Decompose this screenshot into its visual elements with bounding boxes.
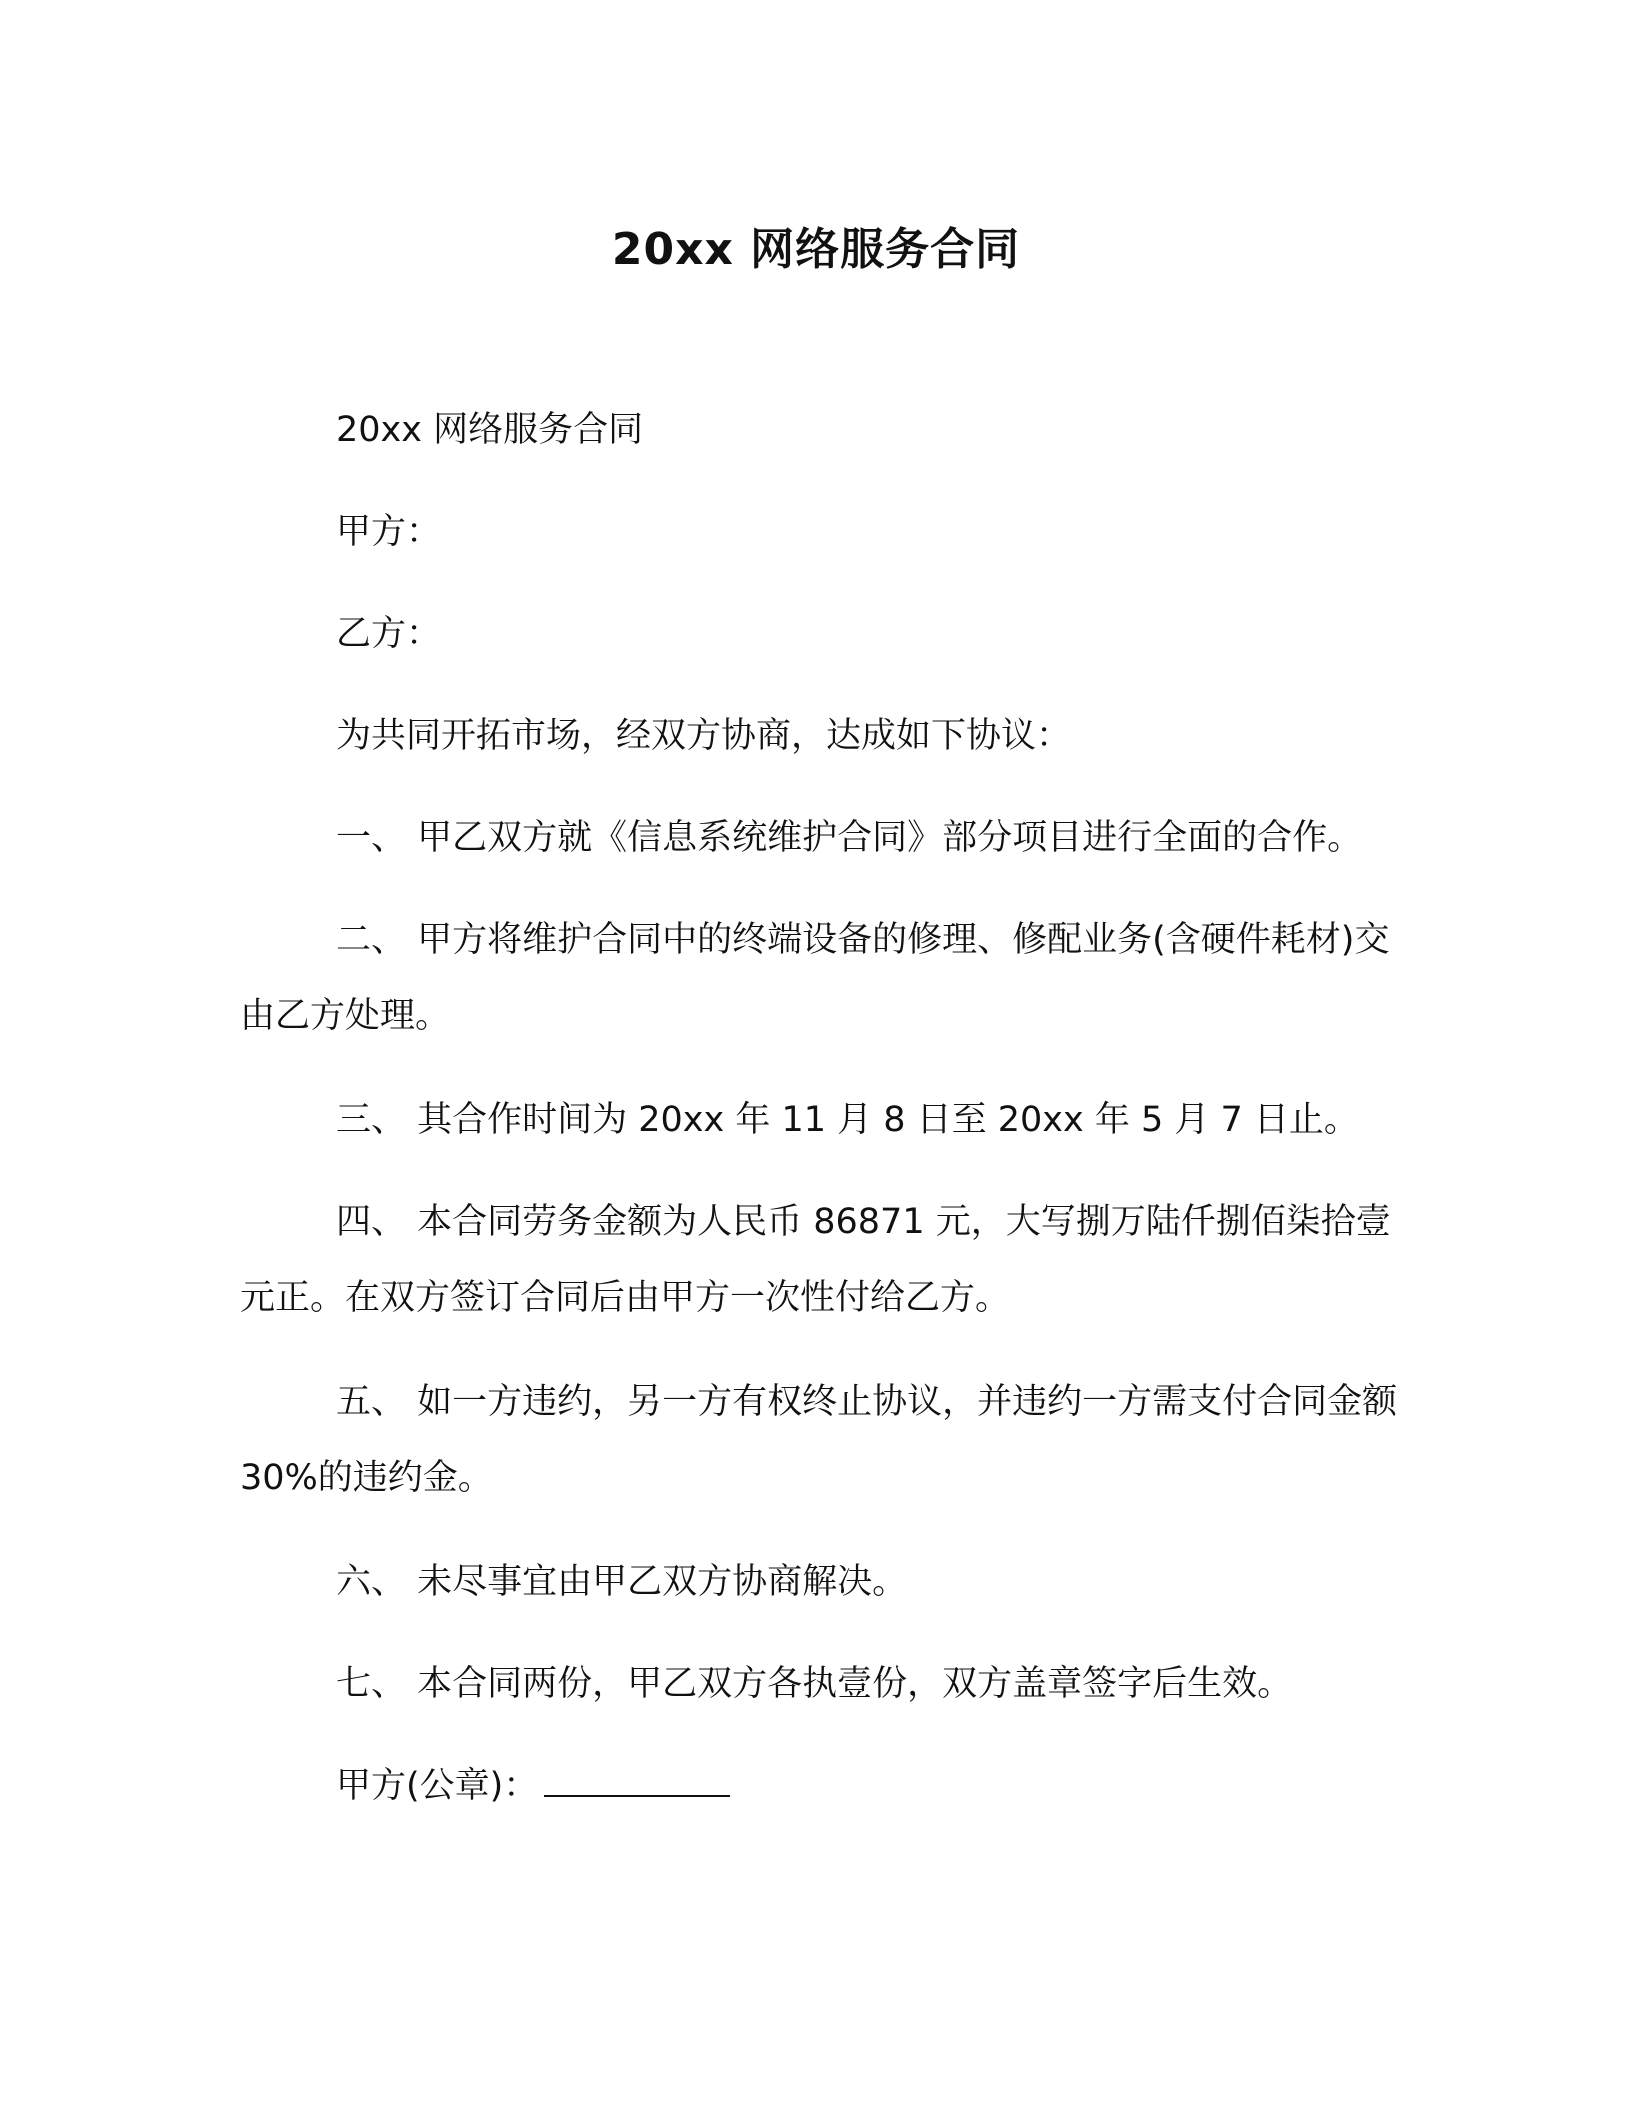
paragraph-heading: 20xx 网络服务合同 (336, 410, 644, 450)
paragraph-clause-3: 三、 其合作时间为 20xx 年 11 月 8 日至 20xx 年 5 月 7 日止。 (336, 1100, 1359, 1140)
paragraph-party-b: 乙方： (336, 614, 442, 654)
paragraph-party-a: 甲方： (336, 512, 442, 552)
signature-blank (544, 1765, 730, 1797)
signature-line-party-a (240, 1748, 1410, 1824)
paragraph-clause-1: 一、 甲乙双方就《信息系统维护合同》部分项目进行全面的合作。 (336, 818, 1363, 858)
paragraph-clause-2: 二、 甲方将维护合同中的终端设备的修理、修配业务(含硬件耗材)交由乙方处理。 (240, 920, 1390, 1036)
signature-label: 甲方(公章)： (336, 1766, 539, 1806)
document-title: 20xx 网络服务合同 (611, 224, 1021, 275)
paragraph-clause-5: 五、 如一方违约，另一方有权终止协议，并违约一方需支付合同金额 30%的违约金。 (240, 1382, 1398, 1498)
paragraph-clause-6: 六、 未尽事宜由甲乙双方协商解决。 (336, 1562, 908, 1602)
paragraph-clause-4: 四、 本合同劳务金额为人民币 86871 元，大写捌万陆仟捌佰柒拾壹元正。在双方签订合同后由甲方一次性付给乙方。 (240, 1202, 1391, 1318)
paragraph-preamble: 为共同开拓市场，经双方协商，达成如下协议： (336, 716, 1072, 756)
paragraph-clause-7: 七、 本合同两份，甲乙双方各执壹份，双方盖章签字后生效。 (336, 1664, 1293, 1704)
